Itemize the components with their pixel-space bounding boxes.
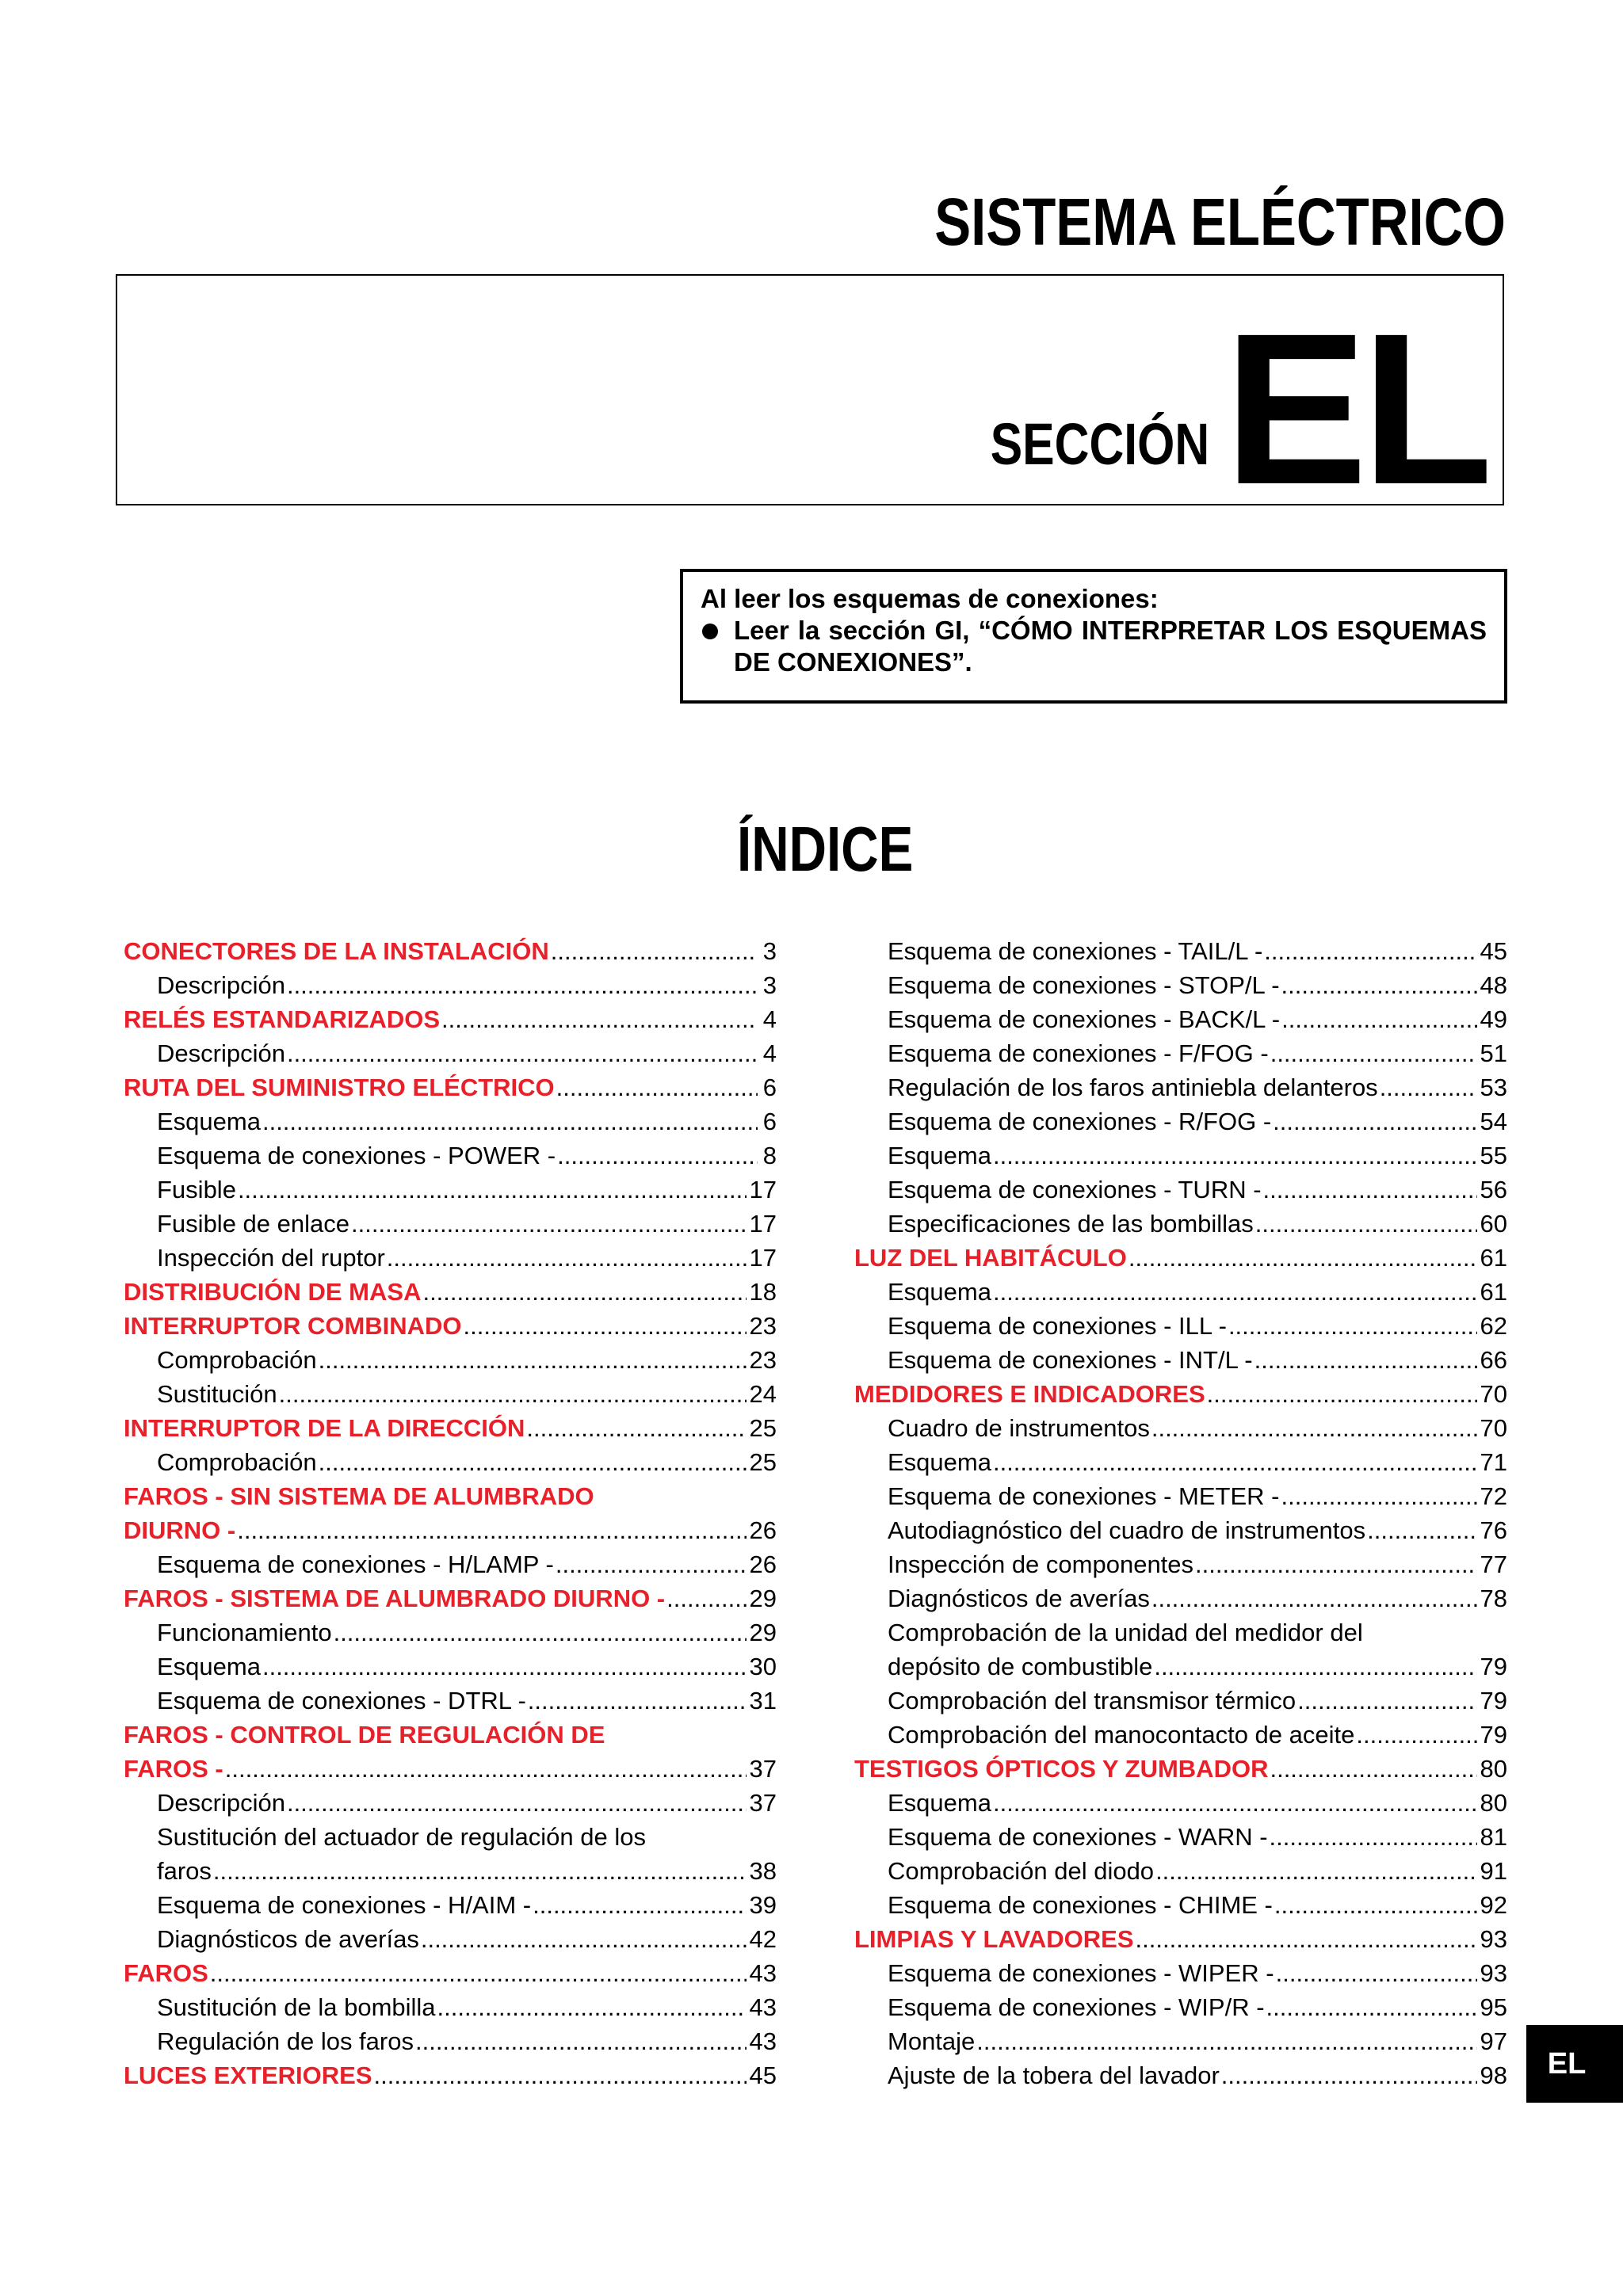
toc-page-number: 31 [749, 1687, 777, 1714]
toc-leader-dots [421, 1922, 747, 1956]
toc-leader-dots [374, 2058, 747, 2092]
toc-leader-dots [262, 1650, 747, 1684]
toc-subentry[interactable] [854, 1309, 1507, 1343]
toc-entry-title: LIMPIAS Y LAVADORES [854, 1925, 1134, 1953]
toc-entry-title: depósito de combustible [888, 1653, 1153, 1680]
toc-entry-title: Esquema de conexiones - INT/L - [888, 1346, 1253, 1374]
toc-leader-dots [415, 2024, 747, 2058]
toc-subentry[interactable] [124, 1138, 777, 1173]
toc-leader-dots [210, 1956, 747, 1990]
toc-entry-title: Fusible de enlace [157, 1210, 349, 1238]
toc-page-number: 17 [749, 1210, 777, 1238]
toc-entry-title: LUCES EXTERIORES [124, 2061, 372, 2089]
toc-leader-dots [1207, 1377, 1477, 1411]
toc-subentry[interactable] [854, 1343, 1507, 1377]
toc-page-number: 70 [1480, 1380, 1507, 1408]
toc-subentry[interactable] [854, 1786, 1507, 1820]
toc-entry-title: Esquema de conexiones - STOP/L - [888, 971, 1280, 999]
toc-entry-title: Sustitución de la bombilla [157, 1993, 436, 2021]
toc-leader-dots [993, 1786, 1477, 1820]
toc-leader-dots [213, 1854, 747, 1888]
toc-subentry[interactable] [854, 1036, 1507, 1070]
toc-leader-dots [1254, 1343, 1477, 1377]
toc-leader-dots [1263, 1173, 1477, 1207]
toc-subentry[interactable] [124, 1615, 777, 1650]
toc-page-number: 23 [749, 1346, 777, 1374]
toc-entry-title: Comprobación del transmisor térmico [888, 1687, 1296, 1714]
toc-entry-title: Diagnósticos de averías [157, 1925, 419, 1953]
toc-page-number: 95 [1480, 1993, 1507, 2021]
toc-page-number: 53 [1480, 1074, 1507, 1101]
toc-entry-title: Esquema de conexiones - H/AIM - [157, 1891, 532, 1919]
toc-section-entry[interactable] [124, 1752, 777, 1786]
toc-entry-title: Montaje [888, 2027, 976, 2055]
toc-page-number: 39 [749, 1891, 777, 1919]
toc-section-entry[interactable] [124, 1956, 777, 1990]
toc-entry-title: Cuadro de instrumentos [888, 1414, 1150, 1442]
toc-leader-dots [1151, 1581, 1477, 1615]
toc-page-number: 93 [1480, 1925, 1507, 1953]
toc-subentry[interactable] [124, 1547, 777, 1581]
toc-entry-title: INTERRUPTOR DE LA DIRECCIÓN [124, 1414, 525, 1442]
toc-entry-title: Esquema de conexiones - R/FOG - [888, 1108, 1272, 1135]
toc-subentry[interactable] [124, 1036, 777, 1070]
toc-page-number: 91 [1480, 1857, 1507, 1885]
toc-entry-title: Especificaciones de las bombillas [888, 1210, 1254, 1238]
toc-leader-dots [279, 1377, 747, 1411]
toc-page-number: 17 [749, 1176, 777, 1203]
toc-leader-dots [1155, 1854, 1476, 1888]
toc-subentry[interactable] [124, 1854, 777, 1888]
toc-page-number: 49 [1480, 1005, 1507, 1033]
toc-subentry[interactable] [854, 1513, 1507, 1547]
toc-leader-dots [441, 1002, 758, 1036]
toc-entry-title: Esquema [157, 1108, 261, 1135]
toc-entry-title: Comprobación [157, 1346, 317, 1374]
section-box [116, 274, 1504, 529]
toc-subentry[interactable] [124, 1241, 777, 1275]
toc-entry-title: Comprobación del diodo [888, 1857, 1155, 1885]
toc-entry-title: MEDIDORES E INDICADORES [854, 1380, 1205, 1408]
toc-page-number: 17 [749, 1244, 777, 1272]
toc-page-number: 29 [749, 1619, 777, 1646]
toc-leader-dots [1264, 934, 1476, 968]
toc-entry-title: FAROS - [124, 1755, 223, 1783]
toc-leader-dots [993, 1275, 1477, 1309]
toc-leader-dots [1221, 2058, 1477, 2092]
toc-entry-title: Esquema de conexiones - ILL - [888, 1312, 1227, 1340]
toc-page-number: 45 [1480, 937, 1507, 965]
toc-leader-dots [551, 934, 758, 968]
toc-subentry[interactable] [124, 1990, 777, 2024]
toc-page-number: 51 [1480, 1039, 1507, 1067]
toc-page-number: 79 [1480, 1721, 1507, 1749]
toc-subentry[interactable] [854, 2058, 1507, 2092]
toc-leader-dots [287, 1036, 758, 1070]
toc-section-entry[interactable] [854, 1922, 1507, 1956]
toc-subentry[interactable] [124, 1786, 777, 1820]
toc-leader-dots [533, 1888, 746, 1922]
toc-entry-title: RELÉS ESTANDARIZADOS [124, 1005, 441, 1033]
toc-leader-dots [387, 1241, 747, 1275]
toc-leader-dots [1281, 968, 1477, 1002]
toc-page-number: 29 [749, 1585, 777, 1612]
toc-page-number: 30 [749, 1653, 777, 1680]
toc-leader-dots [351, 1207, 747, 1241]
toc-entry-title: Esquema de conexiones - DTRL - [157, 1687, 526, 1714]
toc-subentry[interactable] [854, 1275, 1507, 1309]
toc-page-number: 70 [1480, 1414, 1507, 1442]
toc-leader-dots [262, 1104, 758, 1138]
toc-entry-title: Esquema de conexiones - POWER - [157, 1142, 556, 1169]
toc-subentry[interactable] [854, 1207, 1507, 1241]
toc-subentry[interactable] [854, 1479, 1507, 1513]
toc-leader-dots [1274, 1888, 1477, 1922]
toc-subentry[interactable] [854, 1002, 1507, 1036]
toc-section-entry[interactable] [124, 1309, 777, 1343]
toc-subentry[interactable] [854, 1888, 1507, 1922]
toc-leader-dots [1281, 1479, 1477, 1513]
toc-section-entry[interactable] [854, 1377, 1507, 1411]
toc-subentry[interactable] [124, 1888, 777, 1922]
toc-entry-title: Esquema de conexiones - F/FOG - [888, 1039, 1269, 1067]
toc-leader-dots [464, 1309, 747, 1343]
toc-page-number: 26 [749, 1550, 777, 1578]
toc-page-number: 4 [762, 1039, 777, 1067]
toc-section-entry[interactable] [124, 1002, 777, 1036]
toc-left-column [124, 934, 777, 2092]
toc-leader-dots [334, 1615, 747, 1650]
toc-page-number: 66 [1480, 1346, 1507, 1374]
toc-entry-title: Esquema de conexiones - WARN - [888, 1823, 1268, 1851]
toc-leader-dots [1270, 1820, 1477, 1854]
toc-subentry[interactable] [124, 1207, 777, 1241]
toc-section-entry[interactable] [124, 1718, 777, 1752]
toc-page-number: 56 [1480, 1176, 1507, 1203]
toc-leader-dots [1228, 1309, 1477, 1343]
toc-subentry[interactable] [124, 1820, 777, 1854]
toc-entry-title: Inspección de componentes [888, 1550, 1194, 1578]
section-tab[interactable]: EL [1526, 2025, 1623, 2103]
toc-section-entry[interactable] [854, 1752, 1507, 1786]
toc-page-number: 54 [1480, 1108, 1507, 1135]
toc-entry-title: RUTA DEL SUMINISTRO ELÉCTRICO [124, 1074, 555, 1101]
toc-leader-dots [1380, 1070, 1477, 1104]
toc-page-number: 76 [1480, 1516, 1507, 1544]
toc-entry-title: Descripción [157, 971, 285, 999]
toc-leader-dots [1297, 1684, 1476, 1718]
toc-page-number: 18 [749, 1278, 777, 1306]
toc-page-number: 93 [1480, 1959, 1507, 1987]
toc-entry-title: Comprobación [157, 1448, 317, 1476]
toc-entry-title: Comprobación del manocontacto de aceite [888, 1721, 1355, 1749]
toc-page-number: 97 [1480, 2027, 1507, 2055]
toc-entry-title: Esquema de conexiones - TURN - [888, 1176, 1262, 1203]
toc-page-number: 3 [762, 971, 777, 999]
toc-leader-dots [1273, 1104, 1476, 1138]
toc-subentry[interactable] [854, 1718, 1507, 1752]
toc-entry-title: Esquema de conexiones - WIP/R - [888, 1993, 1265, 2021]
toc-subentry[interactable] [854, 1070, 1507, 1104]
note-heading: Al leer los esquemas de conexiones: [701, 584, 1159, 613]
toc-entry-title: FAROS - SIN SISTEMA DE ALUMBRADO [124, 1482, 594, 1510]
toc-leader-dots [557, 1138, 758, 1173]
toc-page-number: 37 [749, 1755, 777, 1783]
toc-page-number: 45 [749, 2061, 777, 2089]
toc-entry-title: Esquema de conexiones - TAIL/L - [888, 937, 1263, 965]
toc-page-number: 61 [1480, 1278, 1507, 1306]
toc-leader-dots [1270, 1752, 1476, 1786]
toc-section-entry[interactable] [124, 1275, 777, 1309]
toc-entry-title: CONECTORES DE LA INSTALACIÓN [124, 937, 549, 965]
toc-subentry[interactable] [854, 1173, 1507, 1207]
toc-entry-title: DIURNO - [124, 1516, 236, 1544]
toc-subentry[interactable] [854, 1581, 1507, 1615]
toc-page-number: 62 [1480, 1312, 1507, 1340]
toc-entry-title: Diagnósticos de averías [888, 1585, 1150, 1612]
toc-entry-title: Esquema de conexiones - BACK/L - [888, 1005, 1281, 1033]
toc-page-number: 6 [762, 1074, 777, 1101]
toc-entry-title: Descripción [157, 1789, 285, 1817]
toc-page-number: 23 [749, 1312, 777, 1340]
toc-page-number: 80 [1480, 1755, 1507, 1783]
toc-entry-title: Esquema [888, 1789, 991, 1817]
toc-subentry[interactable] [854, 1547, 1507, 1581]
toc-entry-title: FAROS - SISTEMA DE ALUMBRADO DIURNO - [124, 1585, 666, 1612]
toc-leader-dots [319, 1343, 747, 1377]
toc-entry-title: Esquema [157, 1653, 261, 1680]
toc-subentry[interactable] [124, 1650, 777, 1684]
toc-subentry[interactable] [854, 1615, 1507, 1650]
toc-leader-dots [437, 1990, 747, 2024]
toc-page-number: 8 [762, 1142, 777, 1169]
toc-page-number: 3 [762, 937, 777, 965]
toc-leader-dots [422, 1275, 746, 1309]
toc-entry-title: Funcionamiento [157, 1619, 332, 1646]
page-title: SISTEMA ELÉCTRICO [934, 185, 1506, 259]
toc-subentry[interactable] [854, 1411, 1507, 1445]
toc-leader-dots [287, 1786, 747, 1820]
toc-subentry[interactable] [854, 1445, 1507, 1479]
note-item [701, 615, 1487, 678]
toc-subentry[interactable] [854, 934, 1507, 968]
toc-leader-dots [319, 1445, 747, 1479]
toc-leader-dots [1195, 1547, 1476, 1581]
note-item-text: Leer la sección GI, “CÓMO INTERPRETAR LOS ESQUEMAS DE CONEXIONES”. [734, 616, 1487, 677]
toc-entry-title: Inspección del ruptor [157, 1244, 385, 1272]
toc-page-number: 79 [1480, 1687, 1507, 1714]
toc-page-number: 38 [749, 1857, 777, 1885]
toc-leader-dots [1151, 1411, 1477, 1445]
toc-leader-dots [1281, 1002, 1476, 1036]
toc-subentry[interactable] [854, 1990, 1507, 2024]
toc-leader-dots [1255, 1207, 1477, 1241]
toc-subentry[interactable] [124, 1922, 777, 1956]
toc-entry-title: FAROS - CONTROL DE REGULACIÓN DE [124, 1721, 605, 1749]
toc-page-number: 78 [1480, 1585, 1507, 1612]
toc-section-entry[interactable] [124, 1411, 777, 1445]
toc-leader-dots [556, 1547, 747, 1581]
toc-page-number: 60 [1480, 1210, 1507, 1238]
toc-entry-title: TESTIGOS ÓPTICOS Y ZUMBADOR [854, 1755, 1269, 1783]
toc-leader-dots [528, 1684, 747, 1718]
toc-section-entry[interactable] [124, 1581, 777, 1615]
toc-entry-title: Esquema de conexiones - METER - [888, 1482, 1280, 1510]
toc-leader-dots [287, 968, 758, 1002]
toc-subentry[interactable] [124, 1104, 777, 1138]
toc-subentry[interactable] [124, 1377, 777, 1411]
toc-section-entry[interactable] [124, 1070, 777, 1104]
toc-entry-title: Comprobación de la unidad del medidor del [888, 1619, 1363, 1646]
toc-page-number: 24 [749, 1380, 777, 1408]
toc-leader-dots [1270, 1036, 1477, 1070]
toc-entry-title: Esquema de conexiones - H/LAMP - [157, 1550, 554, 1578]
toc-entry-title: Autodiagnóstico del cuadro de instrumentos [888, 1516, 1366, 1544]
toc-leader-dots [1136, 1922, 1477, 1956]
toc-page-number: 92 [1480, 1891, 1507, 1919]
toc-leader-dots [1276, 1956, 1477, 1990]
reading-note [680, 569, 1507, 704]
toc-leader-dots [237, 1513, 746, 1547]
toc-page-number: 55 [1480, 1142, 1507, 1169]
toc-subentry[interactable] [124, 1173, 777, 1207]
toc-page-number: 42 [749, 1925, 777, 1953]
toc-entry-title: Esquema de conexiones - WIPER - [888, 1959, 1274, 1987]
toc-leader-dots [1367, 1513, 1476, 1547]
section-label: SECCIÓN [990, 411, 1209, 477]
index-title: ÍNDICE [737, 814, 914, 884]
toc-entry-title: Esquema [888, 1142, 991, 1169]
toc-page-number: 25 [749, 1414, 777, 1442]
toc-leader-dots [225, 1752, 747, 1786]
toc-subentry[interactable] [854, 1650, 1507, 1684]
toc-entry-title: Regulación de los faros [157, 2027, 414, 2055]
section-code: EL [1224, 288, 1487, 529]
toc-page-number: 43 [749, 1993, 777, 2021]
toc-page-number: 71 [1480, 1448, 1507, 1476]
toc-page-number: 81 [1480, 1823, 1507, 1851]
toc-page-number: 6 [762, 1108, 777, 1135]
toc-entry-title: Descripción [157, 1039, 285, 1067]
toc-leader-dots [526, 1411, 746, 1445]
toc-entry-title: Esquema [888, 1278, 991, 1306]
toc-subentry[interactable] [854, 1684, 1507, 1718]
toc-page-number: 77 [1480, 1550, 1507, 1578]
toc-subentry[interactable] [854, 1104, 1507, 1138]
toc-page-number: 61 [1480, 1244, 1507, 1272]
toc-leader-dots [1266, 1990, 1477, 2024]
toc-entry-title: Ajuste de la tobera del lavador [888, 2061, 1220, 2089]
toc-subentry[interactable] [124, 2024, 777, 2058]
toc-page-number: 25 [749, 1448, 777, 1476]
toc-page-number: 48 [1480, 971, 1507, 999]
toc-entry-title: Fusible [157, 1176, 236, 1203]
toc-subentry[interactable] [854, 1956, 1507, 1990]
toc-page-number: 72 [1480, 1482, 1507, 1510]
toc-leader-dots [1128, 1241, 1477, 1275]
toc-section-entry[interactable] [854, 1241, 1507, 1275]
toc-leader-dots [1356, 1718, 1476, 1752]
toc-page-number: 43 [749, 1959, 777, 1987]
toc-page-number: 4 [762, 1005, 777, 1033]
toc-leader-dots [1154, 1650, 1476, 1684]
toc-subentry[interactable] [854, 1138, 1507, 1173]
toc-leader-dots [993, 1138, 1477, 1173]
toc-subentry[interactable] [124, 968, 777, 1002]
toc-section-entry[interactable] [124, 934, 777, 968]
toc-leader-dots [238, 1173, 747, 1207]
toc-entry-title: Regulación de los faros antiniebla delanteros [888, 1074, 1378, 1101]
toc-entry-title: INTERRUPTOR COMBINADO [124, 1312, 462, 1340]
toc-entry-title: LUZ DEL HABITÁCULO [854, 1244, 1127, 1272]
toc-page-number: 98 [1480, 2061, 1507, 2089]
toc-subentry[interactable] [854, 2024, 1507, 2058]
toc-entry-title: Esquema [888, 1448, 991, 1476]
toc-entry-title: DISTRIBUCIÓN DE MASA [124, 1278, 422, 1306]
toc-entry-title: FAROS [124, 1959, 208, 1987]
toc-subentry[interactable] [124, 1445, 777, 1479]
toc-subentry[interactable] [854, 1854, 1507, 1888]
toc-leader-dots [666, 1581, 746, 1615]
toc-section-entry[interactable] [124, 1513, 777, 1547]
toc-right-column [854, 934, 1507, 2092]
toc-subentry[interactable] [854, 968, 1507, 1002]
toc-leader-dots [556, 1070, 758, 1104]
toc-subentry[interactable] [854, 1820, 1507, 1854]
toc-page-number: 80 [1480, 1789, 1507, 1817]
toc-entry-title: faros [157, 1857, 212, 1885]
toc-page-number: 79 [1480, 1653, 1507, 1680]
bullet-icon [702, 624, 718, 639]
toc-section-entry[interactable] [124, 2058, 777, 2092]
toc-entry-title: Sustitución del actuador de regulación de los [157, 1823, 646, 1851]
toc-leader-dots [993, 1445, 1477, 1479]
toc-section-entry[interactable] [124, 1479, 777, 1513]
toc-page-number: 26 [749, 1516, 777, 1544]
toc-page-number: 43 [749, 2027, 777, 2055]
toc-subentry[interactable] [124, 1343, 777, 1377]
toc-subentry[interactable] [124, 1684, 777, 1718]
toc-entry-title: Esquema de conexiones - CHIME - [888, 1891, 1273, 1919]
toc-page-number: 37 [749, 1789, 777, 1817]
toc-leader-dots [976, 2024, 1476, 2058]
toc-entry-title: Sustitución [157, 1380, 277, 1408]
